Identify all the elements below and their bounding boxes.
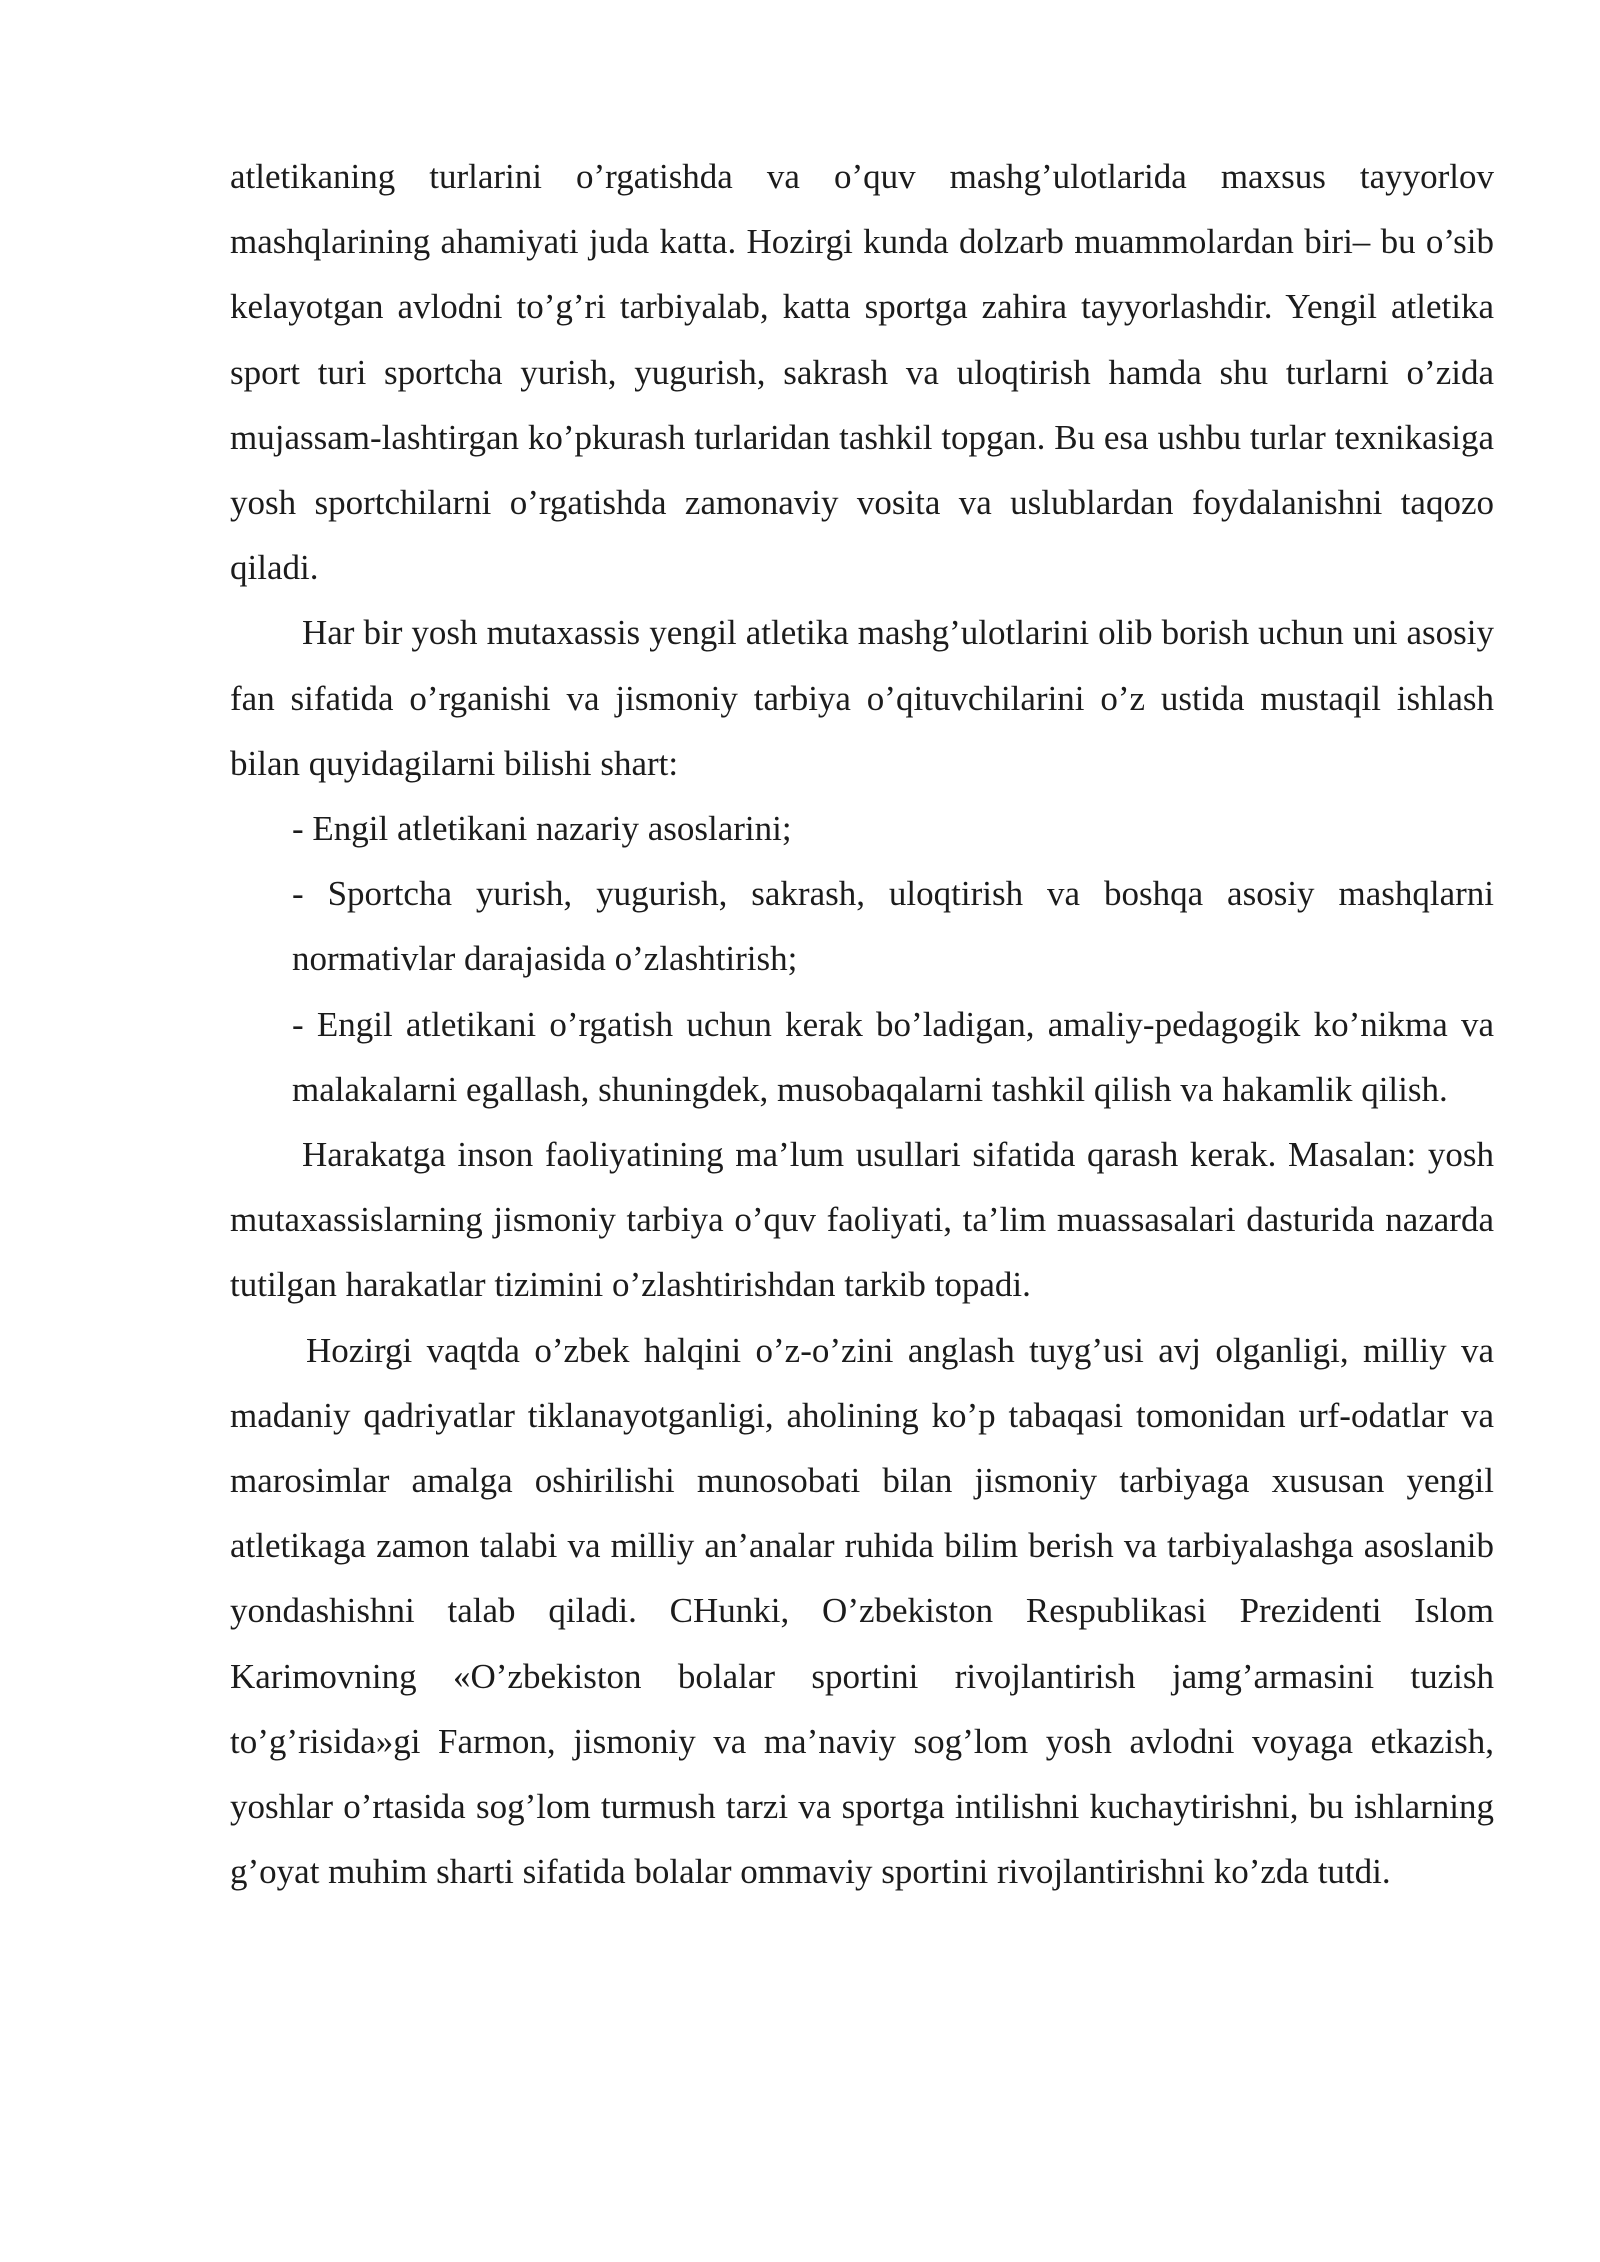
document-page — [230, 144, 1494, 1904]
paragraph-4: Hozirgi vaqtda o’zbek halqini o’z-o’zini anglash tuyg’usi avj olganligi, milliy va madaniy qadriyatlar tiklanayotganligi, aholining ko’p tabaqasi tomonidan urf-odatlar va marosimlar amalga oshirilishi munosobati bilan jismoniy tarbiyaga xususan yengil atletikaga zamon talabi va milliy an’analar ruhida bilim berish va tarbiyalashga asoslanib yondashishni talab qiladi. CHunki, O’zbekiston Respublikasi Prezidenti Islom Karimovning «O’zbekiston bolalar sportini rivojlantirish jamg’armasini tuzish to’g’risida»gi Farmon, jismoniy va ma’naviy sog’lom yosh avlodni voyaga etkazish, yoshlar o’rtasida sog’lom turmush tarzi va sportga intilishni kuchaytirishni, bu ishlarning g’oyat muhim sharti sifatida bolalar ommaviy sportini rivojlantirishni ko’zda tutdi. — [230, 1330, 1494, 1892]
paragraph-3: Harakatga inson faoliyatining ma’lum usullari sifatida qarash kerak. Masalan: yosh mutaxassislarning jismoniy tarbiya o’quv faoliyati, ta’lim muassasalari dasturida nazarda tutilgan harakatlar tizimini o’zlashtirishdan tarkib topadi. — [230, 1135, 1494, 1305]
list-item: - Sportcha yurish, yugurish, sakrash, uloqtirish va boshqa asosiy mashqlarni normativlar darajasida o’zlashtirish; — [292, 874, 1494, 979]
paragraph-2: Har bir yosh mutaxassis yengil atletika mashg’ulotlarini olib borish uchun uni asosiy fan sifatida o’rganishi va jismoniy tarbiya o’qituvchilarini o’z ustida mustaqil ishlash bilan quyidagilarni bilishi shart: — [230, 613, 1494, 783]
requirements-list — [230, 796, 1494, 1122]
paragraph-1: atletikaning turlarini o’rgatishda va o’quv mashg’ulotlarida maxsus tayyorlov mashqlarining ahamiyati juda katta. Hozirgi kunda dolzarb muammolardan biri– bu o’sib kelayotgan avlodni to’g’ri tarbiyalab, katta sportga zahira tayyorlashdir. Yengil atletika sport turi sportcha yurish, yugurish, sakrash va uloqtirish hamda shu turlarni o’zida mujassam-lashtirgan ko’pkurash turlaridan tashkil topgan. Bu esa ushbu turlar texnikasiga yosh sportchilarni o’rgatishda zamonaviy vosita va uslublardan foydalanishni taqozo qiladi. — [230, 157, 1494, 588]
list-item: - Engil atletikani nazariy asoslarini; — [292, 809, 792, 849]
list-item: - Engil atletikani o’rgatish uchun kerak bo’ladigan, amaliy-pedagogik ko’nikma va malakalarni egallash, shuningdek, musobaqalarni tashkil qilish va hakamlik qilish. — [292, 1004, 1494, 1109]
